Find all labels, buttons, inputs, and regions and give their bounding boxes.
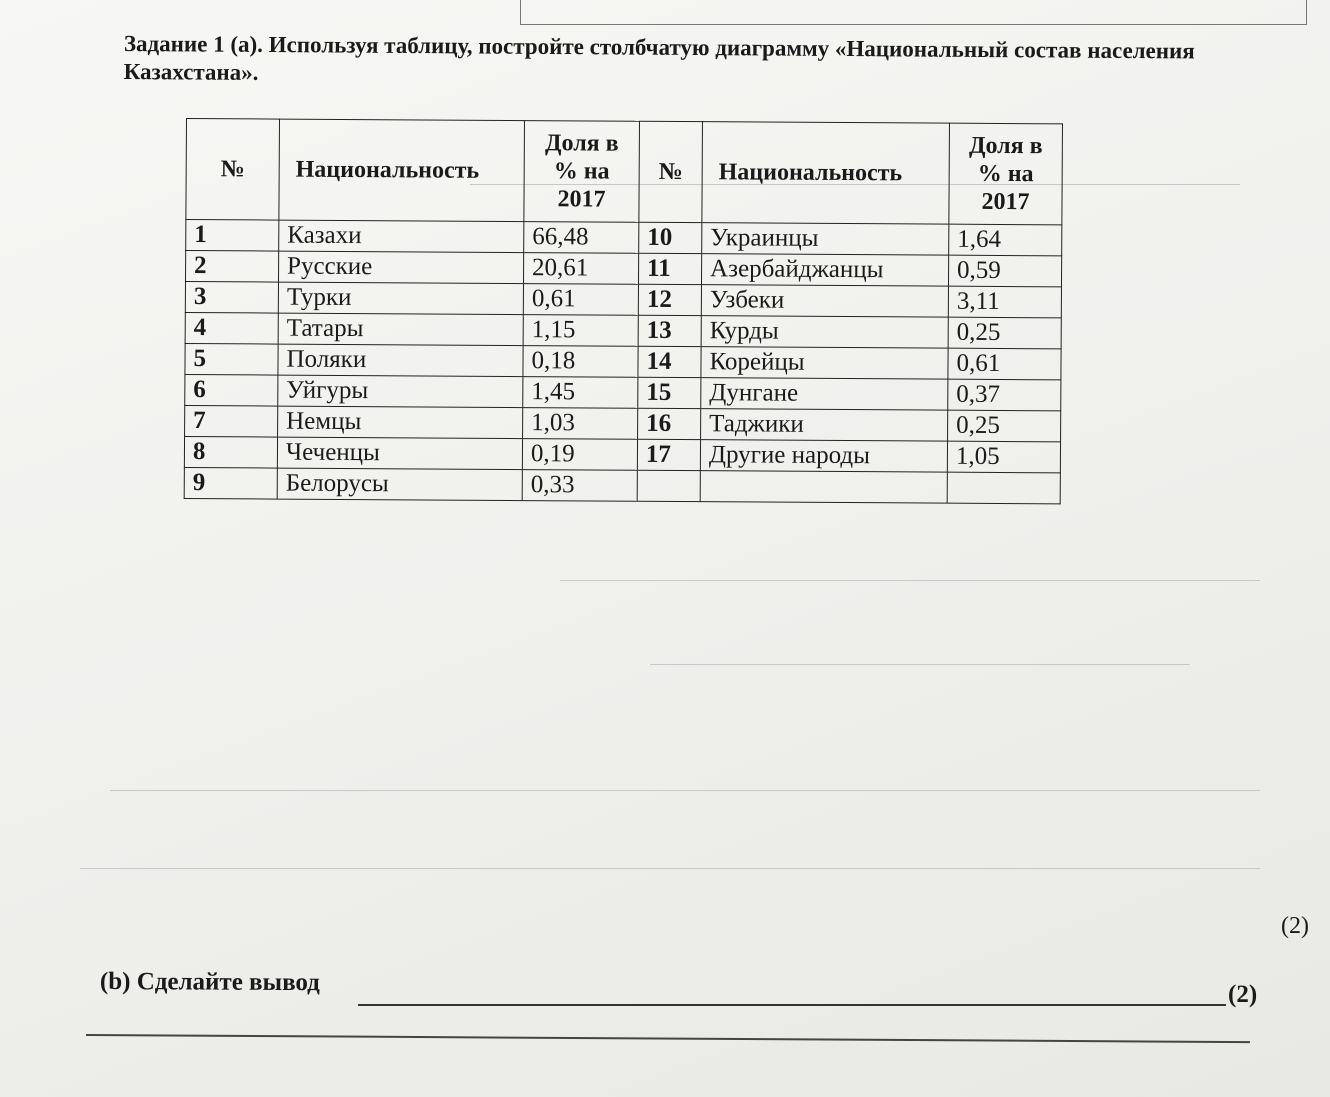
row-nationality <box>700 471 947 504</box>
row-share: 0,59 <box>948 255 1061 287</box>
table-row <box>184 467 1060 503</box>
row-num: 2 <box>186 251 279 283</box>
row-share: 66,48 <box>524 222 639 254</box>
part-b-score: (2) <box>1228 981 1258 1008</box>
row-share <box>947 472 1060 504</box>
part-b-label: (b) Сделайте вывод <box>99 968 320 997</box>
row-nationality: Дунгане <box>701 378 948 411</box>
row-share: 1,64 <box>949 224 1062 256</box>
row-num: 10 <box>639 222 702 253</box>
row-nationality: Другие народы <box>700 440 947 473</box>
header-share-1: Доля в % на 2017 <box>524 121 640 223</box>
row-share: 0,33 <box>522 470 637 502</box>
row-nationality: Немцы <box>278 406 523 438</box>
row-num: 7 <box>185 405 278 437</box>
row-share: 0,19 <box>522 439 637 471</box>
row-num: 17 <box>637 439 700 470</box>
row-num: 13 <box>638 315 701 346</box>
nationality-table <box>184 118 1063 504</box>
row-nationality: Узбеки <box>701 285 948 318</box>
row-share: 0,25 <box>948 410 1061 442</box>
nationality-table-wrap <box>184 118 1063 504</box>
table-body <box>184 220 1062 504</box>
table-header-row <box>186 119 1063 225</box>
answer-line[interactable] <box>86 1034 1250 1043</box>
header-num-1: № <box>186 119 280 221</box>
row-share: 0,61 <box>948 348 1061 380</box>
header-num-2: № <box>639 121 703 222</box>
row-nationality: Чеченцы <box>277 437 522 469</box>
row-num: 15 <box>638 377 701 408</box>
part-a-score: (2) <box>1281 913 1309 939</box>
row-nationality: Русские <box>278 251 523 283</box>
row-share: 20,61 <box>523 253 638 285</box>
header-nationality-1: Национальность <box>279 119 525 221</box>
header-share-2: Доля в % на 2017 <box>949 123 1063 225</box>
row-num: 8 <box>184 436 277 468</box>
row-share: 1,03 <box>523 408 638 440</box>
row-nationality: Азербайджанцы <box>701 254 948 287</box>
top-answer-box <box>520 0 1307 25</box>
row-nationality: Уйгуры <box>278 375 523 407</box>
row-share: 0,25 <box>948 317 1061 349</box>
bleed-through-line <box>560 580 1260 581</box>
row-share: 0,61 <box>523 284 638 316</box>
row-share: 1,15 <box>523 315 638 347</box>
row-num: 4 <box>185 312 278 344</box>
row-share: 0,18 <box>523 346 638 378</box>
row-num <box>637 470 700 501</box>
row-num: 9 <box>184 467 277 499</box>
row-nationality: Турки <box>278 282 523 314</box>
row-share: 0,37 <box>948 379 1061 411</box>
part-b-answer-line[interactable] <box>358 1004 1226 1006</box>
row-nationality: Белорусы <box>277 468 522 500</box>
task-title: Задание 1 (а). Используя таблицу, постройте столбчатую диаграмму «Национальный состав населения Казахстана». <box>123 30 1195 85</box>
row-num: 14 <box>638 346 701 377</box>
row-nationality: Украинцы <box>702 223 949 256</box>
row-num: 1 <box>186 220 279 252</box>
row-nationality: Поляки <box>278 344 523 376</box>
row-share: 3,11 <box>948 286 1061 318</box>
row-share: 1,45 <box>523 377 638 409</box>
row-share: 1,05 <box>947 441 1060 473</box>
header-nationality-2: Национальность <box>702 122 950 225</box>
row-num: 12 <box>638 284 701 315</box>
row-num: 3 <box>185 282 278 314</box>
bleed-through-line <box>110 790 1260 791</box>
row-nationality: Татары <box>278 313 523 345</box>
row-nationality: Казахи <box>279 220 524 252</box>
row-num: 5 <box>185 343 278 375</box>
row-nationality: Корейцы <box>701 347 948 380</box>
row-num: 6 <box>185 374 278 406</box>
bleed-through-line <box>80 868 1260 869</box>
row-num: 16 <box>638 408 701 439</box>
row-num: 11 <box>638 253 701 284</box>
row-nationality: Таджики <box>701 409 948 442</box>
row-nationality: Курды <box>701 316 948 349</box>
bleed-through-line <box>650 664 1190 665</box>
